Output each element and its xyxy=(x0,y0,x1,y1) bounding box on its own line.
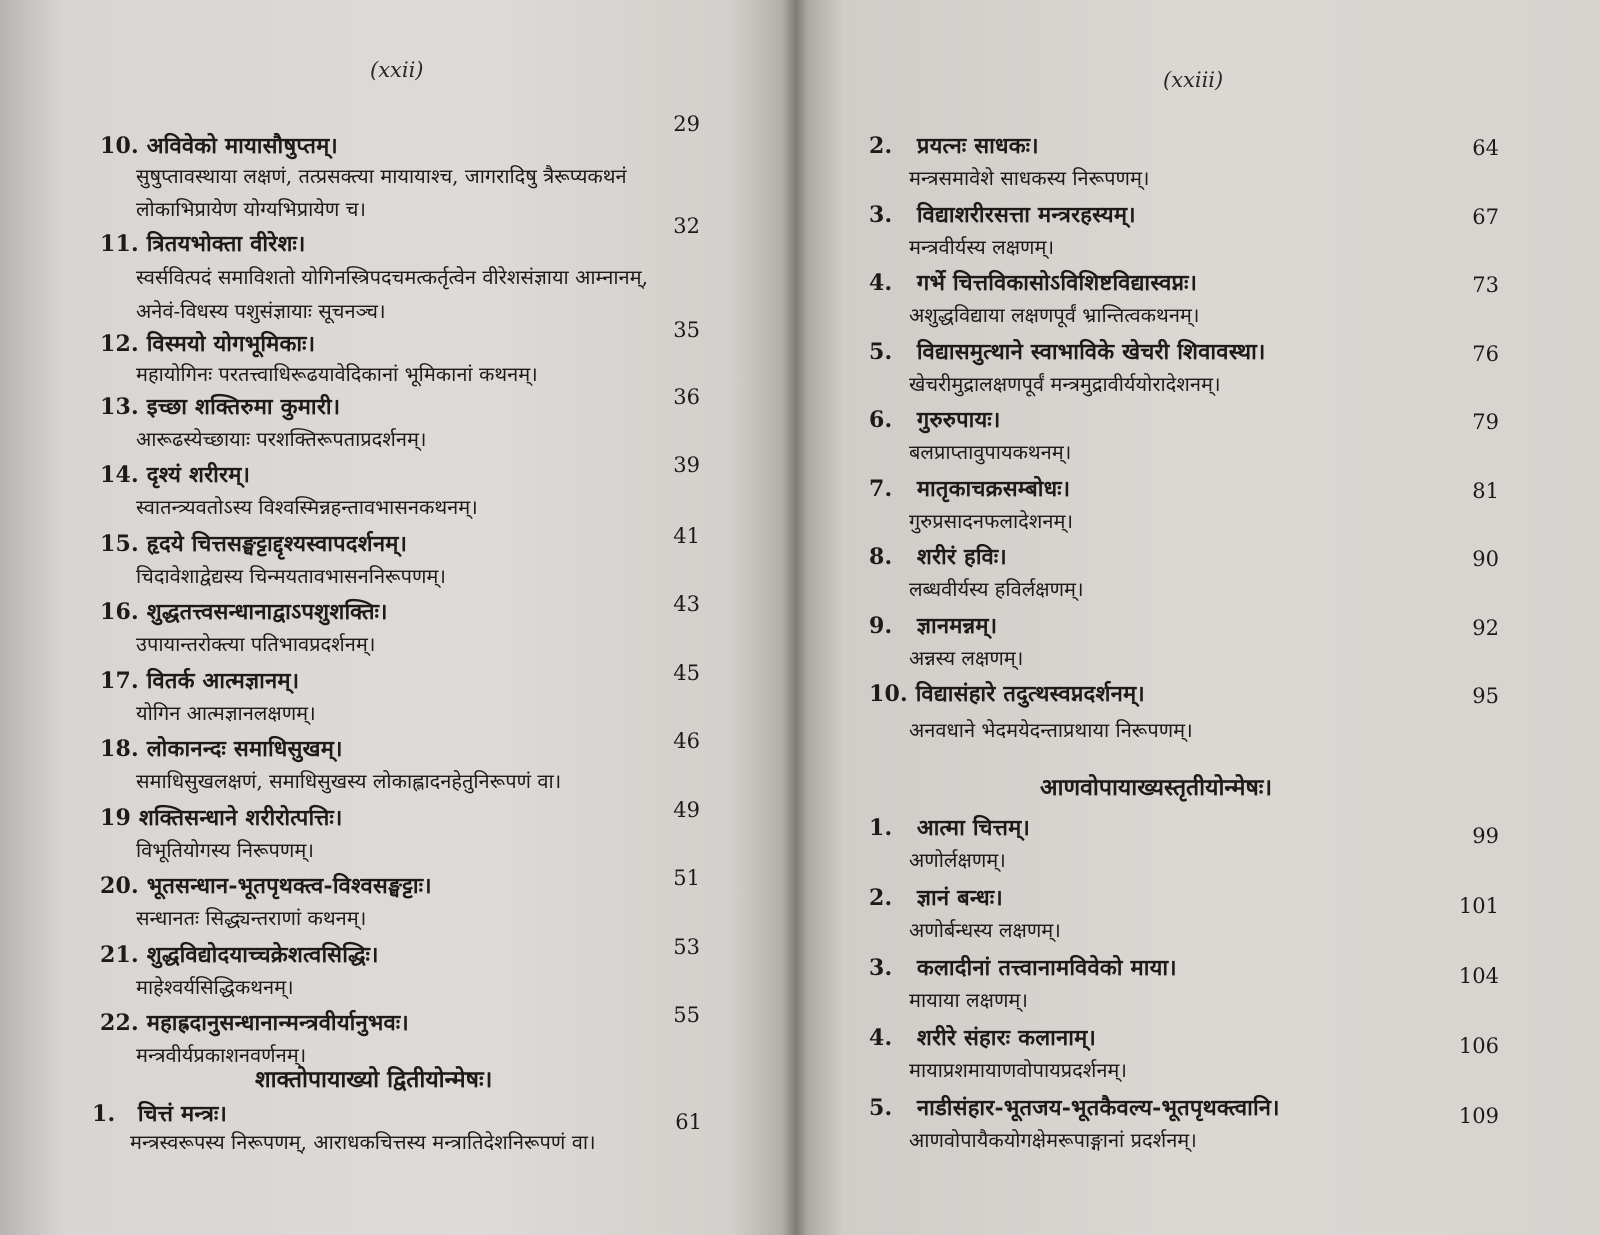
entry-page-number: 55 xyxy=(673,1003,700,1027)
entry-title: कलादीनां तत्त्वानामविवेको माया। xyxy=(916,955,1177,981)
entry-page-number: 49 xyxy=(673,797,700,822)
toc-entry xyxy=(869,1022,1569,1092)
entry-title: आत्मा चित्तम्। xyxy=(916,815,1031,841)
entry-subtitle: सुषुप्तावस्थाया लक्षणं, तत्प्रसक्त्या मायायाश्च, जागरादिषु त्रैरूप्यकथनं लोकाभिप्रायेण योग्यभिप्रायेण च। xyxy=(136,164,627,221)
entry-title: लोकानन्दः समाधिसुखम्। xyxy=(146,736,343,762)
entry-number: 20. xyxy=(100,873,139,899)
entry-title: ज्ञानं बन्धः। xyxy=(916,885,1003,911)
entry-page-number: 99 xyxy=(1472,824,1499,848)
right-page xyxy=(795,0,1600,1235)
entry-page-number: 36 xyxy=(673,384,700,409)
toc-entry xyxy=(869,336,1569,405)
entry-title: चित्तं मन्त्रः। xyxy=(137,1101,228,1127)
entry-number: 17. xyxy=(100,667,139,694)
entry-title: शक्तिसन्धाने शरीरोत्पत्तिः। xyxy=(138,804,343,831)
toc-entry xyxy=(100,592,720,665)
entry-subtitle: मन्त्रस्वरूपस्य निरूपणम्, आराधकचित्तस्य मन्त्रातिदेशनिरूपणं वा। xyxy=(130,1130,596,1154)
entry-title: भूतसन्धान-भूतपृथक्त्व-विश्वसङ्घट्टाः। xyxy=(146,873,432,899)
entry-page-number: 45 xyxy=(673,660,700,685)
toc-entry xyxy=(100,934,720,1008)
entry-title: प्रयत्नः साधकः। xyxy=(916,133,1039,159)
toc-entry xyxy=(869,812,1569,882)
toc-entry xyxy=(869,130,1569,199)
entry-page-number: 35 xyxy=(673,318,700,342)
entry-heading xyxy=(869,678,1145,708)
toc-entry xyxy=(869,473,1569,542)
entry-page-number: 67 xyxy=(1472,204,1499,229)
entry-title: इच्छा शक्तिरुमा कुमारी। xyxy=(146,393,341,420)
entry-number: 14. xyxy=(100,462,139,488)
entry-number: 5. xyxy=(869,338,893,365)
toc-entry xyxy=(869,404,1569,473)
entry-subtitle: मन्त्रवीर्यस्य लक्षणम्। xyxy=(909,234,1055,259)
entry-heading xyxy=(869,473,1070,503)
book-gutter xyxy=(782,0,808,1235)
toc-entry xyxy=(100,797,720,871)
entry-subtitle: मन्त्रसमावेशे साधकस्य निरूपणम्। xyxy=(909,166,1150,190)
entry-page-number: 41 xyxy=(673,523,700,548)
entry-subtitle: मायाया लक्षणम्। xyxy=(909,988,1028,1012)
entry-page-number: 29 xyxy=(673,112,700,136)
entry-heading xyxy=(869,541,1007,571)
entry-page-number: 106 xyxy=(1458,1034,1499,1058)
entry-title: हृदये चित्तसङ्घट्टाद्दृश्यस्वापदर्शनम्। xyxy=(146,530,408,557)
entry-subtitle: मायाप्रशमायाणवोपायप्रदर्शनम्। xyxy=(909,1058,1127,1082)
entry-page-number: 109 xyxy=(1458,1104,1499,1128)
entry-subtitle: बलप्राप्तावुपायकथनम्। xyxy=(909,440,1072,464)
entry-subtitle: स्वातन्त्र्यवतोऽस्य विश्वस्मिन्नहन्तावभासनकथनम्। xyxy=(136,495,478,519)
entry-subtitle: अणोर्लक्षणम्। xyxy=(909,848,1006,872)
entry-number: 7. xyxy=(869,475,893,502)
left-toc xyxy=(100,112,720,1076)
toc-entry xyxy=(100,866,720,939)
entry-page-number: 53 xyxy=(673,934,700,959)
entry-number: 22. xyxy=(100,1010,139,1036)
entry-subtitle: अनवधाने भेदमयेदन्ताप्रथाया निरूपणम्। xyxy=(909,718,1193,742)
entry-heading xyxy=(100,228,306,258)
entry-heading xyxy=(100,1007,409,1037)
right-toc xyxy=(869,130,1569,747)
entry-title: महाह्रदानुसन्धानान्मन्त्रवीर्यानुभवः। xyxy=(146,1010,409,1036)
entry-heading xyxy=(100,733,343,763)
toc-entry xyxy=(100,660,720,734)
entry-number: 21. xyxy=(100,941,139,968)
entry-number: 4. xyxy=(869,270,893,296)
entry-number: 2. xyxy=(869,133,893,159)
entry-page-number: 76 xyxy=(1472,341,1499,366)
entry-number: 4. xyxy=(869,1025,893,1051)
entry-number: 11. xyxy=(100,231,139,257)
entry-page-number: 51 xyxy=(673,866,700,890)
section-heading: शाक्तोपायाख्यो द्वितीयोन्मेषः। xyxy=(255,1066,493,1093)
toc-entry xyxy=(869,882,1569,952)
entry-heading xyxy=(869,1022,1096,1052)
toc-entry xyxy=(869,1092,1569,1162)
toc-entry xyxy=(869,678,1569,747)
entry-page-number: 104 xyxy=(1458,964,1499,988)
entry-heading xyxy=(869,1092,1280,1122)
entry-page-number: 46 xyxy=(673,729,700,753)
entry-number: 2. xyxy=(869,885,893,911)
entry-heading xyxy=(869,199,1136,229)
entry-heading xyxy=(869,882,1003,912)
entry-subtitle: लब्धवीर्यस्य हविर्लक्षणम्। xyxy=(909,577,1084,601)
right-section-toc xyxy=(869,812,1569,1162)
entry-number: 19 xyxy=(100,804,132,831)
entry-subtitle: अशुद्धविद्याया लक्षणपूर्वं भ्रान्तित्वकथनम्। xyxy=(909,303,1200,327)
entry-title: शुद्धविद्योदयाच्चक्रेशत्वसिद्धिः। xyxy=(146,941,379,968)
entry-heading xyxy=(100,870,432,900)
entry-subtitle: महायोगिनः परतत्त्वाधिरूढयावेदिकानां भूमिकानां कथनम्। xyxy=(136,362,538,386)
entry-heading xyxy=(100,665,299,695)
entry-title: अविवेको मायासौषुप्तम्। xyxy=(146,133,338,159)
entry-number: 8. xyxy=(869,544,893,570)
right-folio: (xxiii) xyxy=(1163,68,1224,92)
entry-page-number: 39 xyxy=(673,453,700,477)
entry-number: 6. xyxy=(869,407,893,433)
entry-subtitle: गुरुप्रसादनफलादेशनम्। xyxy=(909,508,1074,533)
entry-page-number: 64 xyxy=(1472,136,1499,160)
entry-number: 1. xyxy=(92,1101,116,1127)
entry-heading xyxy=(869,952,1177,982)
entry-page-number: 101 xyxy=(1458,894,1499,918)
entry-title: शरीरे संहारः कलानाम्। xyxy=(916,1025,1097,1051)
entry-heading xyxy=(869,336,1266,366)
entry-title: वितर्क आत्मज्ञानम्। xyxy=(146,667,300,694)
entry-title: शरीरं हविः। xyxy=(916,544,1007,570)
entry-page-number: 61 xyxy=(675,1110,702,1134)
toc-entry xyxy=(869,610,1569,679)
toc-entry xyxy=(100,318,720,391)
entry-title: शुद्धतत्त्वसन्धानाद्वाऽपशुशक्तिः। xyxy=(146,599,388,625)
entry-title: विद्यासमुत्थाने स्वाभाविके खेचरी शिवावस्था। xyxy=(916,338,1266,365)
entry-title: ज्ञानमन्नम्। xyxy=(916,612,998,639)
entry-number: 5. xyxy=(869,1095,893,1121)
toc-entry xyxy=(100,729,720,802)
entry-subtitle: स्वर्सवित्पदं समाविशतो योगिनस्त्रिपदचमत्कर्तृत्वेन वीरेशसंज्ञाया आम्नानम्, अनेवं-विधस्य पशुसंज्ञायाः सूचनञ्च। xyxy=(136,265,648,323)
entry-subtitle: आणवोपायैकयोगक्षेमरूपाङ्गानां प्रदर्शनम्। xyxy=(909,1128,1197,1152)
toc-entry xyxy=(100,214,720,323)
entry-number: 3. xyxy=(869,201,893,228)
left-folio: (xxii) xyxy=(370,58,424,82)
entry-subtitle: उपायान्तरोक्त्या पतिभावप्रदर्शनम्। xyxy=(136,632,376,656)
entry-number: 18. xyxy=(100,736,139,762)
entry-number: 15. xyxy=(100,530,139,557)
entry-page-number: 79 xyxy=(1472,410,1499,434)
entry-number: 16. xyxy=(100,599,139,625)
entry-subtitle: चिदावेशाद्वेद्यस्य चिन्मयतावभासननिरूपणम्। xyxy=(136,563,446,588)
entry-title: दृश्यं शरीरम्। xyxy=(146,462,251,488)
entry-number: 12. xyxy=(100,331,139,357)
entry-heading xyxy=(869,130,1039,160)
entry-heading xyxy=(869,812,1030,842)
entry-number: 9. xyxy=(869,612,893,639)
entry-page-number: 90 xyxy=(1472,547,1499,571)
entry-subtitle: माहेश्वर्यसिद्धिकथनम्। xyxy=(136,974,294,999)
entry-page-number: 81 xyxy=(1472,478,1499,503)
entry-number: 1. xyxy=(869,815,893,841)
entry-subtitle: अणोर्बन्धस्य लक्षणम्। xyxy=(909,918,1061,942)
toc-entry xyxy=(100,453,720,528)
entry-title: विस्मयो योगभूमिकाः। xyxy=(146,331,316,357)
entry-heading xyxy=(100,528,407,558)
left-section-toc xyxy=(92,1098,732,1167)
entry-page-number: 43 xyxy=(673,592,700,616)
toc-entry xyxy=(100,112,720,221)
entry-heading xyxy=(100,130,338,160)
toc-entry xyxy=(869,541,1569,610)
entry-title: गुरुरुपायः। xyxy=(916,407,1001,433)
entry-page-number: 73 xyxy=(1472,273,1499,297)
entry-title: गर्भे चित्तविकासोऽविशिष्टविद्यास्वप्नः। xyxy=(916,270,1198,296)
entry-subtitle: अन्नस्य लक्षणम्। xyxy=(909,645,1024,670)
section-heading: आणवोपायाख्यस्तृतीयोन्मेषः। xyxy=(1040,774,1273,801)
entry-subtitle: योगिन आत्मज्ञानलक्षणम्। xyxy=(136,700,316,725)
entry-heading xyxy=(100,802,343,832)
toc-entry xyxy=(100,523,720,597)
toc-entry xyxy=(100,384,720,460)
entry-number: 10. xyxy=(100,133,139,159)
entry-number: 10. xyxy=(869,681,908,707)
toc-entry xyxy=(869,952,1569,1022)
entry-title: मातृकाचक्रसम्बोधः। xyxy=(916,475,1071,502)
entry-page-number: 92 xyxy=(1472,615,1499,640)
entry-number: 13. xyxy=(100,393,139,420)
entry-heading xyxy=(100,596,388,626)
entry-heading xyxy=(869,267,1197,297)
toc-entry xyxy=(92,1098,732,1167)
entry-heading xyxy=(869,610,997,640)
toc-entry xyxy=(869,199,1569,268)
entry-heading xyxy=(869,404,1001,434)
entry-heading xyxy=(100,939,379,969)
entry-subtitle: खेचरीमुद्रालक्षणपूर्वं मन्त्रमुद्रावीर्ययोरादेशनम्। xyxy=(909,371,1221,396)
entry-title: त्रितयभोक्ता वीरेशः। xyxy=(146,231,306,257)
entry-heading xyxy=(92,1098,227,1128)
entry-page-number: 95 xyxy=(1472,684,1499,708)
entry-subtitle: विभूतियोगस्य निरूपणम्। xyxy=(136,837,314,862)
toc-entry xyxy=(869,267,1569,336)
entry-subtitle: मन्त्रवीर्यप्रकाशनवर्णनम्। xyxy=(136,1043,307,1067)
left-page xyxy=(0,0,795,1235)
entry-title: विद्याशरीरसत्ता मन्त्ररहस्यम्। xyxy=(916,201,1136,228)
entry-title: विद्यासंहारे तदुत्थस्वप्नदर्शनम्। xyxy=(915,681,1145,707)
entry-heading xyxy=(100,391,340,421)
entry-number: 3. xyxy=(869,955,893,981)
entry-title: नाडीसंहार-भूतजय-भूतकैवल्य-भूतपृथक्त्वानि। xyxy=(916,1095,1280,1121)
entry-subtitle: समाधिसुखलक्षणं, समाधिसुखस्य लोकाह्लादनहेतुनिरूपणं वा। xyxy=(136,769,562,793)
entry-subtitle: आरूढस्येच्छायाः परशक्तिरूपताप्रदर्शनम्। xyxy=(136,426,427,451)
entry-heading xyxy=(100,459,250,489)
entry-subtitle: सन्धानतः सिद्ध्यन्तराणां कथनम्। xyxy=(136,906,367,930)
entry-page-number: 32 xyxy=(673,214,700,238)
entry-heading xyxy=(100,328,315,358)
